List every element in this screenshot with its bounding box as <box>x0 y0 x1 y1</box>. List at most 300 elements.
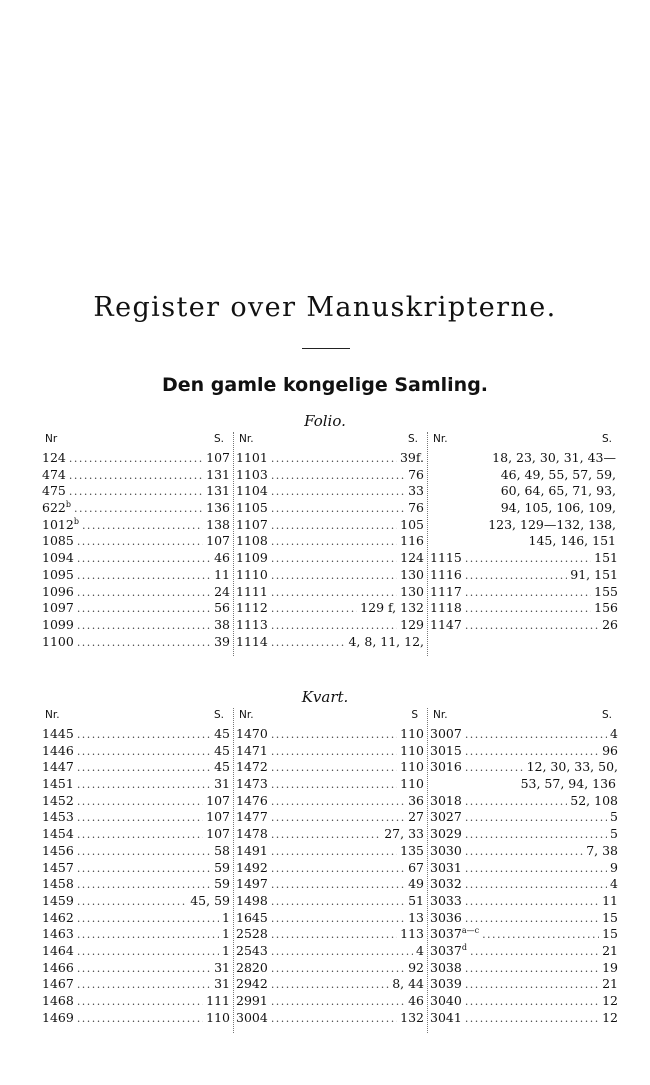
page-reference: 51 <box>408 892 424 908</box>
manuscript-number-text: 622 <box>42 500 66 516</box>
manuscript-number-text: 1101 <box>236 450 268 465</box>
manuscript-number <box>236 1010 268 1027</box>
page-reference: 11 <box>602 892 618 908</box>
page-reference: 8, 44 <box>392 976 424 992</box>
leader-dots <box>77 977 211 994</box>
register-entry <box>430 943 618 960</box>
leader-dots <box>77 1011 203 1028</box>
page-reference: 76 <box>408 500 424 516</box>
column-separator <box>427 708 428 1033</box>
page-reference: 130 <box>400 566 424 582</box>
manuscript-number <box>42 483 66 500</box>
manuscript-number-text: 1116 <box>430 566 462 582</box>
page-title: Register over Manuskripterne. <box>93 292 557 323</box>
manuscript-number <box>42 1010 74 1027</box>
register-entry <box>430 726 618 743</box>
manuscript-number <box>42 960 74 977</box>
leader-dots <box>465 601 591 618</box>
register-entry <box>430 960 618 977</box>
register-entry <box>236 743 424 760</box>
register-entry <box>430 876 618 893</box>
register-entry <box>42 743 230 760</box>
header-nr: Nr. <box>239 433 254 445</box>
manuscript-number <box>42 634 74 651</box>
register-entry <box>430 500 618 517</box>
manuscript-number-text: 1447 <box>42 759 74 775</box>
folio-column-3 <box>430 432 618 634</box>
leader-dots <box>465 760 524 777</box>
leader-dots <box>271 568 397 585</box>
manuscript-number <box>236 976 268 993</box>
manuscript-number <box>236 567 268 584</box>
register-entry <box>430 910 618 927</box>
manuscript-number <box>42 600 74 617</box>
column-header <box>430 708 618 726</box>
register-entry <box>430 467 618 484</box>
leader-dots <box>271 911 405 928</box>
manuscript-number <box>42 993 74 1010</box>
page-reference: 59 <box>214 859 230 875</box>
manuscript-number-text: 1110 <box>236 566 268 582</box>
leader-dots <box>271 894 405 911</box>
page-reference: 18, 23, 30, 31, 43— <box>492 450 616 465</box>
manuscript-number <box>430 993 462 1010</box>
manuscript-number-text: 1478 <box>236 826 268 842</box>
leader-dots <box>482 927 599 944</box>
manuscript-number-text: 1445 <box>42 726 74 741</box>
leader-dots <box>271 585 397 602</box>
leader-dots <box>465 844 583 861</box>
register-entry <box>236 809 424 826</box>
page-reference: 24 <box>214 583 230 599</box>
leader-dots <box>271 451 397 468</box>
leader-dots <box>77 568 211 585</box>
register-entry <box>236 910 424 927</box>
register-entry <box>236 533 424 550</box>
manuscript-number <box>236 584 268 601</box>
column-header <box>42 708 230 726</box>
leader-dots <box>69 468 203 485</box>
leader-dots <box>77 810 203 827</box>
register-entry <box>236 517 424 534</box>
manuscript-number <box>430 809 462 826</box>
manuscript-number-text: 3041 <box>430 1009 462 1025</box>
manuscript-number-text: 3031 <box>430 859 462 875</box>
leader-dots <box>69 484 203 501</box>
page-reference: 21 <box>602 942 618 958</box>
register-entry <box>236 450 424 467</box>
leader-dots <box>465 877 607 894</box>
manuscript-number-text: 1107 <box>236 516 268 532</box>
register-entry <box>430 483 618 500</box>
manuscript-number-text: 1112 <box>236 600 268 616</box>
manuscript-number <box>430 943 467 960</box>
manuscript-number-text: 1498 <box>236 892 268 908</box>
register-entry <box>42 976 230 993</box>
kvart-column-3 <box>430 708 618 1026</box>
manuscript-number <box>42 759 74 776</box>
page-reference: 124 <box>400 550 424 566</box>
register-entry <box>236 943 424 960</box>
register-entry <box>430 1010 618 1027</box>
register-entry <box>236 826 424 843</box>
manuscript-number <box>236 500 268 517</box>
register-entry <box>236 600 424 617</box>
register-entry <box>236 726 424 743</box>
leader-dots <box>271 777 397 794</box>
manuscript-number-text: 3040 <box>430 993 462 1008</box>
manuscript-number-text: 1476 <box>236 792 268 808</box>
manuscript-number <box>42 910 74 927</box>
page-reference: 52, 108 <box>570 792 618 808</box>
column-header <box>236 708 424 726</box>
register-entry <box>42 517 230 534</box>
register-entry <box>42 450 230 467</box>
manuscript-number-text: 1458 <box>42 876 74 892</box>
register-entry <box>42 600 230 617</box>
register-entry <box>430 759 618 776</box>
manuscript-number <box>236 910 268 927</box>
header-page: S. <box>213 433 224 445</box>
manuscript-number-text: 1467 <box>42 976 74 992</box>
manuscript-number-text: 474 <box>42 466 66 482</box>
manuscript-number-text: 3004 <box>236 1009 268 1025</box>
leader-dots <box>271 927 397 944</box>
header-page: S <box>411 709 418 721</box>
manuscript-number <box>42 793 74 810</box>
leader-dots <box>69 451 203 468</box>
page-reference: 45 <box>214 742 230 758</box>
manuscript-number <box>236 793 268 810</box>
leader-dots <box>465 727 607 744</box>
leader-dots <box>77 827 203 844</box>
leader-dots <box>77 961 211 978</box>
leader-dots <box>77 894 187 911</box>
page-reference: 131 <box>206 466 230 482</box>
manuscript-number-text: 1118 <box>430 600 462 616</box>
manuscript-number-text: 1466 <box>42 959 74 975</box>
section-title-folio: Folio. <box>304 412 346 430</box>
manuscript-number-text: 3036 <box>430 909 462 925</box>
page-reference: 33 <box>408 483 424 499</box>
manuscript-suffix: b <box>65 499 71 509</box>
register-entry <box>430 843 618 860</box>
page-reference: 1 <box>222 926 230 942</box>
manuscript-number-text: 3038 <box>430 959 462 975</box>
manuscript-number <box>430 600 462 617</box>
manuscript-number-text: 1459 <box>42 892 74 908</box>
column-header <box>42 432 230 450</box>
manuscript-number <box>430 617 462 634</box>
register-entry <box>42 960 230 977</box>
manuscript-number-text: 1085 <box>42 533 74 549</box>
leader-dots <box>465 827 607 844</box>
header-nr: Nr. <box>45 709 60 721</box>
leader-dots <box>271 1011 397 1028</box>
register-entry <box>42 483 230 500</box>
manuscript-number <box>430 567 462 584</box>
register-entry <box>430 860 618 877</box>
register-entry <box>236 584 424 601</box>
manuscript-number-text: 1446 <box>42 742 74 758</box>
leader-dots <box>77 635 211 652</box>
register-entry <box>236 634 424 651</box>
leader-dots <box>465 1011 599 1028</box>
manuscript-number <box>236 960 268 977</box>
page-reference: 7, 38 <box>586 842 618 858</box>
leader-dots <box>77 534 203 551</box>
manuscript-number-text: 1108 <box>236 533 268 549</box>
manuscript-suffix: a—c <box>461 926 480 936</box>
kvart-register <box>42 708 618 1038</box>
register-entry <box>430 567 618 584</box>
manuscript-number-text: 1096 <box>42 583 74 599</box>
page-reference: 45 <box>214 759 230 775</box>
manuscript-number-text: 1117 <box>430 583 462 599</box>
manuscript-number-text: 1491 <box>236 842 268 858</box>
register-entry <box>236 759 424 776</box>
leader-dots <box>77 727 211 744</box>
page-reference: 60, 64, 65, 71, 93, <box>500 483 616 499</box>
leader-dots <box>77 994 203 1011</box>
leader-dots <box>271 877 405 894</box>
collection-title: Den gamle kongelige Samling. <box>161 374 489 396</box>
leader-dots <box>271 501 405 518</box>
register-entry <box>42 634 230 651</box>
page-reference: 110 <box>400 742 424 758</box>
page-reference: 11 <box>214 566 230 582</box>
page-reference: 1 <box>222 909 230 925</box>
manuscript-number-text: 3033 <box>430 892 462 908</box>
register-entry <box>236 976 424 993</box>
manuscript-number-text: 2528 <box>236 926 268 942</box>
page-reference: 31 <box>214 776 230 792</box>
page-reference: 107 <box>206 450 230 465</box>
manuscript-number-text: 3007 <box>430 726 462 741</box>
page-reference: 155 <box>594 583 618 599</box>
page-reference: 91, 151 <box>570 566 618 582</box>
page-reference: 123, 129—132, 138, <box>488 516 616 532</box>
manuscript-number <box>236 550 268 567</box>
manuscript-number <box>430 793 462 810</box>
manuscript-number <box>42 876 74 893</box>
page-reference: 46 <box>214 550 230 566</box>
register-entry <box>430 617 618 634</box>
manuscript-number-text: 2991 <box>236 993 268 1008</box>
manuscript-suffix: b <box>73 516 79 526</box>
manuscript-number-text: 1456 <box>42 842 74 858</box>
leader-dots <box>77 551 211 568</box>
manuscript-number <box>236 483 268 500</box>
register-entry <box>42 550 230 567</box>
register-entry <box>236 893 424 910</box>
manuscript-number <box>236 533 268 550</box>
leader-dots <box>77 618 211 635</box>
page-reference: 130 <box>400 583 424 599</box>
page-reference: 49 <box>408 876 424 892</box>
manuscript-number <box>42 726 74 743</box>
header-nr: Nr. <box>433 709 448 721</box>
register-entry <box>42 617 230 634</box>
page-reference: 113 <box>400 926 424 942</box>
manuscript-number-text: 1471 <box>236 742 268 758</box>
manuscript-number <box>430 876 462 893</box>
page-reference: 53, 57, 94, 136 <box>520 776 616 792</box>
leader-dots <box>77 944 219 961</box>
page-reference: 45, 59 <box>190 892 230 908</box>
leader-dots <box>77 911 219 928</box>
page-reference: 135 <box>400 842 424 858</box>
column-header <box>236 432 424 450</box>
page-reference: 38 <box>214 616 230 632</box>
register-entry <box>430 776 618 793</box>
page-reference: 116 <box>400 533 424 549</box>
page-reference: 110 <box>400 726 424 741</box>
manuscript-number <box>42 500 71 517</box>
register-entry <box>236 776 424 793</box>
leader-dots <box>271 844 397 861</box>
register-entry <box>430 450 618 467</box>
register-entry <box>42 567 230 584</box>
folio-column-1 <box>42 432 230 650</box>
manuscript-number <box>430 743 462 760</box>
leader-dots <box>271 534 397 551</box>
register-entry <box>430 517 618 534</box>
page-reference: 131 <box>206 483 230 499</box>
page-reference: 26 <box>602 616 618 632</box>
kvart-column-1 <box>42 708 230 1026</box>
manuscript-number <box>42 860 74 877</box>
manuscript-number-text: 1468 <box>42 993 74 1008</box>
page-reference: 12 <box>602 1009 618 1025</box>
leader-dots <box>271 994 405 1011</box>
page-reference: 39f. <box>399 450 424 465</box>
leader-dots <box>465 794 567 811</box>
register-entry <box>236 550 424 567</box>
manuscript-number <box>430 759 462 776</box>
page-reference: 31 <box>214 976 230 992</box>
manuscript-number <box>430 1010 462 1027</box>
page-reference: 31 <box>214 959 230 975</box>
manuscript-number <box>42 843 74 860</box>
page-reference: 132 <box>400 1009 424 1025</box>
leader-dots <box>77 777 211 794</box>
page-reference: 12, 30, 33, 50, <box>526 759 618 775</box>
page-reference: 107 <box>206 826 230 842</box>
manuscript-number <box>236 467 268 484</box>
register-entry <box>42 993 230 1010</box>
header-page: S. <box>407 433 418 445</box>
manuscript-number-text: 124 <box>42 450 66 465</box>
leader-dots <box>77 844 211 861</box>
leader-dots <box>271 727 397 744</box>
manuscript-number-text: 1452 <box>42 792 74 808</box>
page-reference: 96 <box>602 742 618 758</box>
manuscript-number-text: 1469 <box>42 1009 74 1025</box>
register-entry <box>42 876 230 893</box>
manuscript-number <box>236 743 268 760</box>
manuscript-number <box>42 893 74 910</box>
register-entry <box>430 533 618 550</box>
manuscript-number-text: 1103 <box>236 466 268 482</box>
page-reference: 4 <box>610 726 618 741</box>
manuscript-number <box>236 926 268 943</box>
manuscript-number <box>42 809 74 826</box>
header-nr: Nr. <box>239 709 254 721</box>
manuscript-number <box>430 910 462 927</box>
manuscript-number <box>430 726 462 743</box>
manuscript-number-text: 1104 <box>236 483 268 499</box>
register-entry <box>42 926 230 943</box>
page-reference: 111 <box>206 993 230 1008</box>
manuscript-number-text: 2543 <box>236 942 268 958</box>
folio-column-2 <box>236 432 424 650</box>
manuscript-number-text: 1464 <box>42 942 74 958</box>
page-reference: 36 <box>408 792 424 808</box>
manuscript-number-text: 3030 <box>430 842 462 858</box>
page-reference: 145, 146, 151 <box>528 533 616 549</box>
manuscript-number <box>42 550 74 567</box>
register-entry <box>42 793 230 810</box>
register-entry <box>236 467 424 484</box>
page-reference: 56 <box>214 600 230 616</box>
register-entry <box>236 993 424 1010</box>
register-entry <box>430 584 618 601</box>
leader-dots <box>465 618 599 635</box>
register-entry <box>236 860 424 877</box>
register-entry <box>42 776 230 793</box>
manuscript-number <box>236 993 268 1010</box>
leader-dots <box>271 944 413 961</box>
page-reference: 129 <box>400 616 424 632</box>
register-entry <box>430 743 618 760</box>
header-page: S. <box>601 433 612 445</box>
manuscript-number-text: 2942 <box>236 976 268 992</box>
leader-dots <box>271 635 346 652</box>
leader-dots <box>271 810 405 827</box>
register-entry <box>430 926 618 943</box>
manuscript-number <box>430 860 462 877</box>
manuscript-number-text: 475 <box>42 483 66 499</box>
manuscript-number-text: 1100 <box>42 633 74 649</box>
manuscript-number-text: 3037 <box>430 926 462 942</box>
manuscript-number <box>42 467 66 484</box>
page-reference: 39 <box>214 633 230 649</box>
manuscript-number-text: 1470 <box>236 726 268 741</box>
leader-dots <box>465 961 599 978</box>
page-reference: 15 <box>602 926 618 942</box>
register-entry <box>430 793 618 810</box>
page-reference: 46, 49, 55, 57, 59, <box>500 466 616 482</box>
column-separator <box>233 432 234 656</box>
page-reference: 129 f, 132 <box>360 600 424 616</box>
manuscript-number <box>236 600 268 617</box>
manuscript-number <box>42 584 74 601</box>
page-reference: 9 <box>610 859 618 875</box>
manuscript-number-text: 1147 <box>430 616 462 632</box>
manuscript-number <box>236 759 268 776</box>
leader-dots <box>77 861 211 878</box>
register-entry <box>430 976 618 993</box>
manuscript-number <box>430 893 462 910</box>
manuscript-number <box>236 617 268 634</box>
register-entry <box>236 617 424 634</box>
page-reference: 1 <box>222 942 230 958</box>
page-reference: 94, 105, 106, 109, <box>500 500 616 516</box>
register-entry <box>42 584 230 601</box>
page-reference: 4 <box>416 942 424 958</box>
leader-dots <box>77 760 211 777</box>
